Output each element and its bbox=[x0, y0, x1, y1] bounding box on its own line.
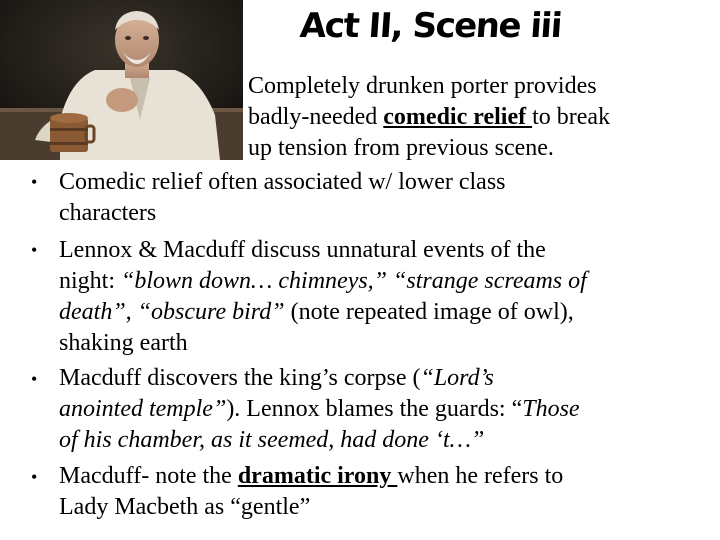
quote-text: “Lord’s bbox=[420, 365, 494, 391]
text-run: Macduff- note the bbox=[59, 463, 238, 489]
porter-photo bbox=[0, 0, 243, 160]
text-run: characters bbox=[59, 200, 157, 226]
quote-text: of his chamber, as it seemed, had done ‘t…” bbox=[59, 427, 485, 453]
slide-title: Act II, Scene iii bbox=[298, 6, 563, 46]
key-term: dramatic irony bbox=[237, 463, 398, 489]
bullet-marker: • bbox=[31, 369, 38, 389]
text-run: Completely drunken porter provides bbox=[248, 73, 597, 99]
text-run: badly-needed bbox=[248, 104, 384, 130]
bullet-line bbox=[59, 167, 506, 199]
text-run: to break bbox=[532, 104, 611, 130]
bullet-line bbox=[59, 461, 563, 493]
text-run: Comedic relief often associated w/ lower class bbox=[59, 169, 506, 195]
bullet-line bbox=[248, 133, 554, 165]
text-run: when he refers to bbox=[397, 463, 564, 489]
text-run: shaking earth bbox=[59, 330, 188, 356]
key-term: comedic relief bbox=[383, 104, 533, 130]
bullet-line bbox=[59, 425, 484, 457]
text-run: Lennox & Macduff discuss unnatural events of the bbox=[59, 237, 546, 263]
bullet-line bbox=[59, 363, 494, 395]
bullet-line bbox=[59, 297, 574, 329]
quote-text: “strange screams of bbox=[393, 268, 587, 294]
bullet-marker: • bbox=[31, 172, 38, 192]
quote-text: “blown down… chimneys,” bbox=[121, 268, 388, 294]
bullet-line bbox=[59, 198, 156, 230]
bullet-marker: • bbox=[31, 467, 38, 487]
quote-text: death”, “obscure bird” bbox=[59, 299, 285, 325]
text-run: (note repeated image of owl), bbox=[284, 299, 574, 325]
bullet-line bbox=[59, 492, 310, 524]
bullet-marker: • bbox=[31, 240, 38, 260]
bullet-line bbox=[248, 102, 610, 134]
text-run: night: bbox=[59, 268, 122, 294]
text-run: Lady Macbeth as “gentle” bbox=[59, 494, 311, 520]
bullet-line bbox=[59, 266, 587, 298]
text-run: up tension from previous scene. bbox=[248, 135, 554, 161]
quote-text: anointed temple” bbox=[59, 396, 227, 422]
text-run: ). Lennox blames the guards: “ bbox=[226, 396, 523, 422]
bullet-line bbox=[59, 394, 580, 426]
bullet-line bbox=[59, 235, 546, 267]
text-run: Macduff discovers the king’s corpse ( bbox=[59, 365, 421, 391]
quote-text: Those bbox=[522, 396, 580, 422]
bullet-line bbox=[59, 328, 188, 360]
bullet-line bbox=[248, 71, 597, 103]
